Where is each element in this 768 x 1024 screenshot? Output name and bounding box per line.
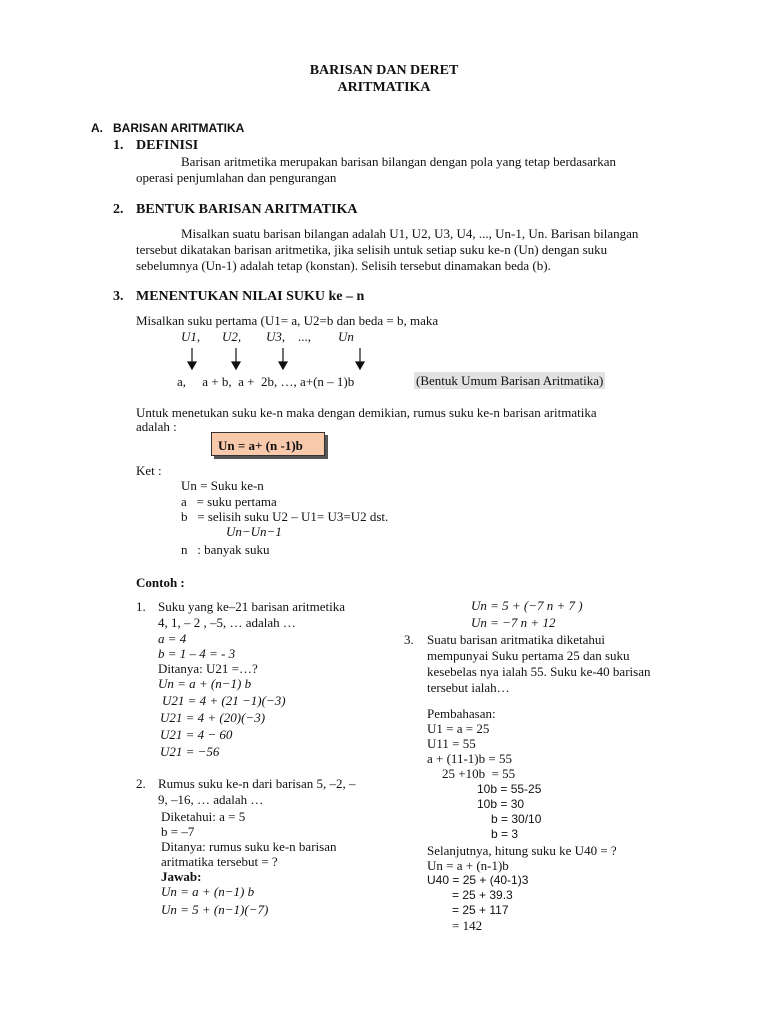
ex1-line: b = 1 – 4 = - 3 xyxy=(158,646,236,661)
ex3-num: 3. xyxy=(404,632,414,647)
s2-title: BENTUK BARISAN ARITMATIKA xyxy=(136,202,358,217)
ex2-line: Un = 5 + (n−1)(−7) xyxy=(161,902,269,917)
ex1-line: U21 = 4 + (21 −1)(−3) xyxy=(162,693,286,708)
general-values: a, a + b, a + 2b, …, a+(n – 1)b xyxy=(177,374,355,389)
ex1-line: 4, 1, – 2 , –5, … adalah … xyxy=(158,615,296,630)
ex1-line: U21 = −56 xyxy=(160,744,220,759)
s3-text2: adalah : xyxy=(136,419,177,434)
ex1-line: U21 = 4 − 60 xyxy=(160,727,233,742)
term-u3: U3, xyxy=(266,329,286,344)
pembahasan-line: U40 = 25 + (40-1)3 xyxy=(427,873,529,887)
ket-label: Ket : xyxy=(136,463,162,478)
ex1-line: Un = a + (n−1) b xyxy=(158,676,252,691)
ket-item: Un = Suku ke-n xyxy=(181,478,264,493)
s1-line1: Barisan aritmetika merupakan barisan bilangan dengan pola yang tetap berdasarkan xyxy=(181,154,616,169)
ex3-line: kesebelas nya ialah 55. Suku ke-40 barisan xyxy=(427,664,651,679)
pembahasan-line: Selanjutnya, hitung suku ke U40 = ? xyxy=(427,843,617,858)
ex1-line: Ditanya: U21 =…? xyxy=(158,661,258,676)
ex1-line: Suku yang ke–21 barisan aritmetika xyxy=(158,599,346,614)
section-a-label: A. xyxy=(91,121,103,135)
pembahasan-line: = 142 xyxy=(452,918,483,933)
doc-title-line2: ARITMATIKA xyxy=(337,80,431,95)
ex2-line: Rumus suku ke-n dari barisan 5, –2, – xyxy=(158,776,356,791)
s2-line1: Misalkan suatu barisan bilangan adalah U1, U2, U3, U4, ..., Un-1, Un. Barisan bilangan xyxy=(181,226,639,241)
term-u2: U2, xyxy=(222,329,242,344)
pembahasan-line: 10b = 55-25 xyxy=(477,782,542,796)
pembahasan-line: a + (11-1)b = 55 xyxy=(427,751,512,766)
term-un: Un xyxy=(338,329,354,344)
ex3-line: tersebut ialah… xyxy=(427,680,510,695)
ex2-cont-line: Un = −7 n + 12 xyxy=(471,615,556,630)
s1-line2: operasi penjumlahan dan pengurangan xyxy=(136,170,337,185)
ex2-line: Un = a + (n−1) b xyxy=(161,884,255,899)
s2-line2: tersebut dikatakan barisan aritmetika, jika selisih untuk setiap suku ke-n (Un) dengan suku xyxy=(136,242,608,257)
pembahasan-line: = 25 + 39.3 xyxy=(452,888,513,902)
s3-intro: Misalkan suku pertama (U1= a, U2=b dan beda = b, maka xyxy=(136,313,439,328)
s2-num: 2. xyxy=(113,202,124,217)
s3-title: MENENTUKAN NILAI SUKU ke – n xyxy=(136,289,365,304)
ex2-cont-line: Un = 5 + (−7 n + 7 ) xyxy=(471,598,583,613)
pembahasan-line: Pembahasan: xyxy=(427,706,496,721)
s1-title: DEFINISI xyxy=(136,138,199,153)
s3-text1: Untuk menetukan suku ke-n maka dengan demikian, rumus suku ke-n barisan aritmatika xyxy=(136,405,597,420)
ex1-line: a = 4 xyxy=(158,631,187,646)
pembahasan-line: 25 +10b = 55 xyxy=(442,766,516,781)
general-form-label: (Bentuk Umum Barisan Aritmatika) xyxy=(416,373,604,388)
arrow-4-head xyxy=(356,362,364,369)
ex3-line: Suatu barisan aritmatika diketahui xyxy=(427,632,605,647)
ket-item: n : banyak suku xyxy=(181,542,270,557)
term-u1: U1, xyxy=(181,329,201,344)
s3-num: 3. xyxy=(113,289,124,304)
contoh-title: Contoh : xyxy=(136,575,185,590)
arrow-3-head xyxy=(279,362,287,369)
pembahasan-line: U11 = 55 xyxy=(427,736,476,751)
pembahasan-line: 10b = 30 xyxy=(477,797,525,811)
ex1-line: U21 = 4 + (20)(−3) xyxy=(160,710,266,725)
ex2-line: aritmatika tersebut = ? xyxy=(161,854,278,869)
doc-title-line1: BARISAN DAN DERET xyxy=(309,63,459,78)
formula-box: Un = a+ (n -1)b xyxy=(211,432,325,456)
ket-item: a = suku pertama xyxy=(181,494,277,509)
arrow-1-head xyxy=(188,362,196,369)
arrow-2-head xyxy=(232,362,240,369)
section-a-title: BARISAN ARITMATIKA xyxy=(113,121,245,135)
pembahasan-line: Un = a + (n-1)b xyxy=(427,858,509,873)
ket-item: b = selisih suku U2 – U1= U3=U2 dst. xyxy=(181,509,389,524)
ex2-line: Diketahui: a = 5 xyxy=(161,809,246,824)
ex2-line: Ditanya: rumus suku ke-n barisan xyxy=(161,839,337,854)
ex2-num: 2. xyxy=(136,776,146,791)
pembahasan-line: b = 30/10 xyxy=(491,812,542,826)
ex2-line: Jawab: xyxy=(161,869,202,884)
term-dots: ..., xyxy=(298,329,311,344)
ket-item: Un−Un−1 xyxy=(226,524,282,539)
ex3-line: mempunyai Suku pertama 25 dan suku xyxy=(427,648,630,663)
ex2-line: 9, –16, … adalah … xyxy=(158,792,264,807)
s2-line3: sebelumnya (Un-1) adalah tetap (konstan). Selisih tersebut dinamakan beda (b). xyxy=(136,258,551,273)
s1-num: 1. xyxy=(113,138,124,153)
ex2-line: b = –7 xyxy=(161,824,195,839)
pembahasan-line: = 25 + 117 xyxy=(452,903,509,917)
ex1-num: 1. xyxy=(136,599,146,614)
pembahasan-line: b = 3 xyxy=(491,827,519,841)
pembahasan-line: U1 = a = 25 xyxy=(427,721,490,736)
